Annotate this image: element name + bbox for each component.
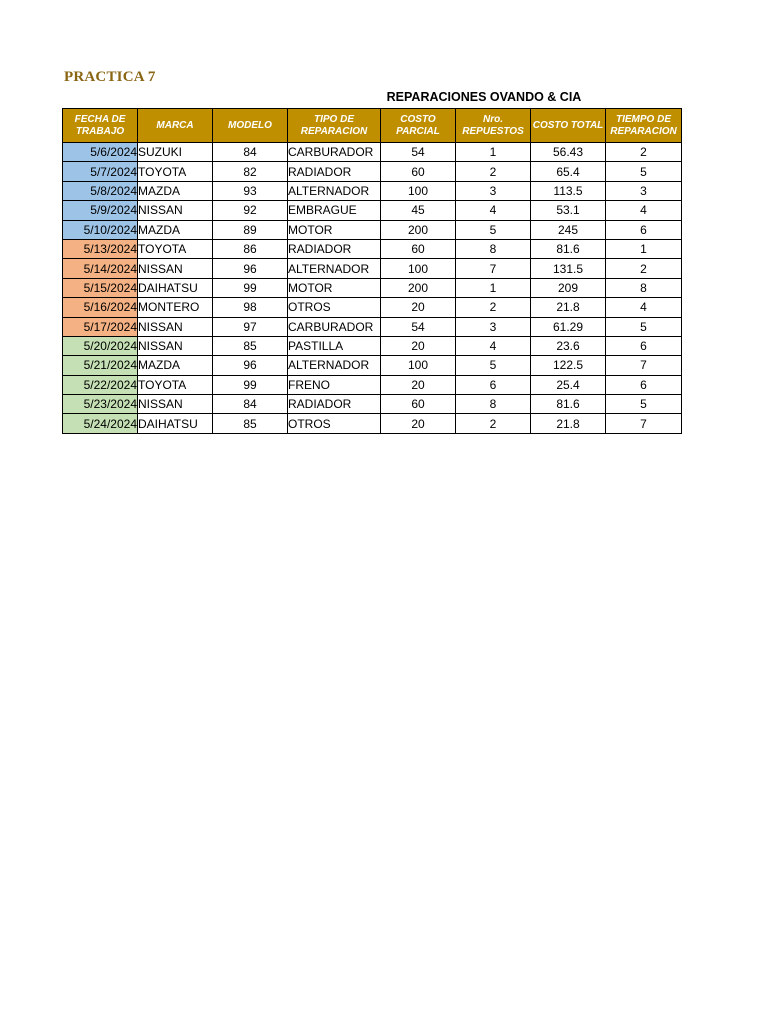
cell-tiempo-de-reparacion: 4 [606, 201, 682, 220]
cell-modelo: 89 [213, 220, 288, 239]
cell-fecha-de-trabajo: 5/7/2024 [63, 162, 138, 181]
cell-tipo-de-reparacion: CARBURADOR [288, 143, 381, 162]
cell-tipo-de-reparacion: ALTERNADOR [288, 259, 381, 278]
cell-marca: MAZDA [138, 181, 213, 200]
cell-nro-repuestos: 3 [456, 181, 531, 200]
cell-costo-total: 209 [531, 278, 606, 297]
cell-tiempo-de-reparacion: 7 [606, 356, 682, 375]
cell-costo-total: 245 [531, 220, 606, 239]
table-row [63, 239, 682, 258]
header-costo-total: COSTO TOTAL [531, 109, 606, 143]
cell-costo-total: 25.4 [531, 375, 606, 394]
cell-costo-parcial: 100 [381, 356, 456, 375]
cell-costo-total: 23.6 [531, 336, 606, 355]
table-row [63, 298, 682, 317]
cell-costo-total: 113.5 [531, 181, 606, 200]
cell-tipo-de-reparacion: MOTOR [288, 278, 381, 297]
cell-nro-repuestos: 1 [456, 143, 531, 162]
cell-nro-repuestos: 4 [456, 201, 531, 220]
cell-tipo-de-reparacion: RADIADOR [288, 395, 381, 414]
cell-costo-parcial: 45 [381, 201, 456, 220]
cell-fecha-de-trabajo: 5/14/2024 [63, 259, 138, 278]
cell-costo-total: 81.6 [531, 239, 606, 258]
table-row [63, 278, 682, 297]
page-title: PRACTICA 7 [64, 69, 156, 85]
cell-modelo: 84 [213, 395, 288, 414]
cell-fecha-de-trabajo: 5/17/2024 [63, 317, 138, 336]
table-row [63, 356, 682, 375]
repairs-table [62, 108, 682, 434]
cell-costo-total: 65.4 [531, 162, 606, 181]
cell-marca: DAIHATSU [138, 414, 213, 433]
cell-modelo: 92 [213, 201, 288, 220]
cell-tipo-de-reparacion: CARBURADOR [288, 317, 381, 336]
cell-nro-repuestos: 8 [456, 239, 531, 258]
header-modelo: MODELO [213, 109, 288, 143]
cell-tiempo-de-reparacion: 2 [606, 143, 682, 162]
cell-fecha-de-trabajo: 5/6/2024 [63, 143, 138, 162]
table-row [63, 143, 682, 162]
cell-tipo-de-reparacion: RADIADOR [288, 162, 381, 181]
cell-tiempo-de-reparacion: 7 [606, 414, 682, 433]
cell-tipo-de-reparacion: OTROS [288, 298, 381, 317]
header-costo-parcial: COSTO PARCIAL [381, 109, 456, 143]
cell-tiempo-de-reparacion: 6 [606, 220, 682, 239]
table-row [63, 259, 682, 278]
cell-nro-repuestos: 4 [456, 336, 531, 355]
cell-costo-parcial: 200 [381, 220, 456, 239]
cell-costo-parcial: 200 [381, 278, 456, 297]
cell-costo-parcial: 100 [381, 259, 456, 278]
cell-marca: NISSAN [138, 259, 213, 278]
cell-costo-total: 61.29 [531, 317, 606, 336]
cell-tiempo-de-reparacion: 4 [606, 298, 682, 317]
cell-costo-total: 56.43 [531, 143, 606, 162]
table-row [63, 375, 682, 394]
cell-tiempo-de-reparacion: 8 [606, 278, 682, 297]
table-row [63, 395, 682, 414]
header-marca: MARCA [138, 109, 213, 143]
cell-tipo-de-reparacion: RADIADOR [288, 239, 381, 258]
cell-tiempo-de-reparacion: 5 [606, 317, 682, 336]
cell-fecha-de-trabajo: 5/24/2024 [63, 414, 138, 433]
cell-nro-repuestos: 2 [456, 414, 531, 433]
cell-marca: NISSAN [138, 317, 213, 336]
cell-costo-parcial: 20 [381, 414, 456, 433]
cell-tipo-de-reparacion: OTROS [288, 414, 381, 433]
cell-modelo: 99 [213, 278, 288, 297]
cell-nro-repuestos: 3 [456, 317, 531, 336]
cell-modelo: 99 [213, 375, 288, 394]
cell-tiempo-de-reparacion: 1 [606, 239, 682, 258]
cell-marca: DAIHATSU [138, 278, 213, 297]
cell-nro-repuestos: 2 [456, 162, 531, 181]
cell-nro-repuestos: 2 [456, 298, 531, 317]
cell-fecha-de-trabajo: 5/9/2024 [63, 201, 138, 220]
cell-tiempo-de-reparacion: 6 [606, 336, 682, 355]
cell-nro-repuestos: 1 [456, 278, 531, 297]
cell-costo-parcial: 20 [381, 298, 456, 317]
table-header-row [63, 109, 682, 143]
cell-modelo: 82 [213, 162, 288, 181]
header-nro-repuestos: Nro. REPUESTOS [456, 109, 531, 143]
table-row [63, 201, 682, 220]
cell-marca: NISSAN [138, 336, 213, 355]
cell-nro-repuestos: 6 [456, 375, 531, 394]
cell-fecha-de-trabajo: 5/10/2024 [63, 220, 138, 239]
cell-costo-total: 53.1 [531, 201, 606, 220]
cell-costo-parcial: 60 [381, 239, 456, 258]
cell-costo-total: 131.5 [531, 259, 606, 278]
table-row [63, 220, 682, 239]
cell-nro-repuestos: 5 [456, 356, 531, 375]
cell-nro-repuestos: 8 [456, 395, 531, 414]
table-row [63, 317, 682, 336]
cell-marca: MONTERO [138, 298, 213, 317]
table-row [63, 162, 682, 181]
cell-fecha-de-trabajo: 5/23/2024 [63, 395, 138, 414]
cell-tiempo-de-reparacion: 3 [606, 181, 682, 200]
cell-fecha-de-trabajo: 5/13/2024 [63, 239, 138, 258]
cell-marca: SUZUKI [138, 143, 213, 162]
cell-costo-total: 81.6 [531, 395, 606, 414]
table-body [63, 143, 682, 434]
header-tiempo-de-reparacion: TIEMPO DE REPARACION [606, 109, 682, 143]
company-title: REPARACIONES OVANDO & CIA [386, 90, 582, 104]
cell-costo-total: 122.5 [531, 356, 606, 375]
table-row [63, 414, 682, 433]
cell-modelo: 85 [213, 414, 288, 433]
cell-tiempo-de-reparacion: 6 [606, 375, 682, 394]
cell-modelo: 96 [213, 356, 288, 375]
cell-modelo: 97 [213, 317, 288, 336]
table-row [63, 336, 682, 355]
cell-tiempo-de-reparacion: 5 [606, 162, 682, 181]
cell-fecha-de-trabajo: 5/8/2024 [63, 181, 138, 200]
cell-nro-repuestos: 5 [456, 220, 531, 239]
cell-marca: NISSAN [138, 201, 213, 220]
header-tipo-de-reparacion: TIPO DE REPARACION [288, 109, 381, 143]
cell-fecha-de-trabajo: 5/16/2024 [63, 298, 138, 317]
cell-modelo: 86 [213, 239, 288, 258]
cell-costo-total: 21.8 [531, 298, 606, 317]
cell-costo-parcial: 20 [381, 375, 456, 394]
cell-modelo: 98 [213, 298, 288, 317]
cell-tipo-de-reparacion: EMBRAGUE [288, 201, 381, 220]
cell-marca: MAZDA [138, 220, 213, 239]
cell-fecha-de-trabajo: 5/15/2024 [63, 278, 138, 297]
cell-modelo: 84 [213, 143, 288, 162]
cell-tipo-de-reparacion: FRENO [288, 375, 381, 394]
cell-costo-parcial: 54 [381, 143, 456, 162]
cell-costo-parcial: 60 [381, 395, 456, 414]
cell-modelo: 96 [213, 259, 288, 278]
cell-fecha-de-trabajo: 5/20/2024 [63, 336, 138, 355]
cell-costo-parcial: 100 [381, 181, 456, 200]
cell-marca: TOYOTA [138, 375, 213, 394]
cell-marca: TOYOTA [138, 162, 213, 181]
table-row [63, 181, 682, 200]
cell-modelo: 93 [213, 181, 288, 200]
cell-fecha-de-trabajo: 5/21/2024 [63, 356, 138, 375]
cell-marca: NISSAN [138, 395, 213, 414]
cell-costo-parcial: 54 [381, 317, 456, 336]
cell-costo-total: 21.8 [531, 414, 606, 433]
cell-tiempo-de-reparacion: 5 [606, 395, 682, 414]
cell-fecha-de-trabajo: 5/22/2024 [63, 375, 138, 394]
cell-tipo-de-reparacion: ALTERNADOR [288, 356, 381, 375]
cell-tipo-de-reparacion: ALTERNADOR [288, 181, 381, 200]
cell-tipo-de-reparacion: PASTILLA [288, 336, 381, 355]
header-fecha-de-trabajo: FECHA DE TRABAJO [63, 109, 138, 143]
cell-tipo-de-reparacion: MOTOR [288, 220, 381, 239]
cell-nro-repuestos: 7 [456, 259, 531, 278]
cell-modelo: 85 [213, 336, 288, 355]
cell-tiempo-de-reparacion: 2 [606, 259, 682, 278]
cell-marca: TOYOTA [138, 239, 213, 258]
cell-costo-parcial: 20 [381, 336, 456, 355]
cell-costo-parcial: 60 [381, 162, 456, 181]
cell-marca: MAZDA [138, 356, 213, 375]
